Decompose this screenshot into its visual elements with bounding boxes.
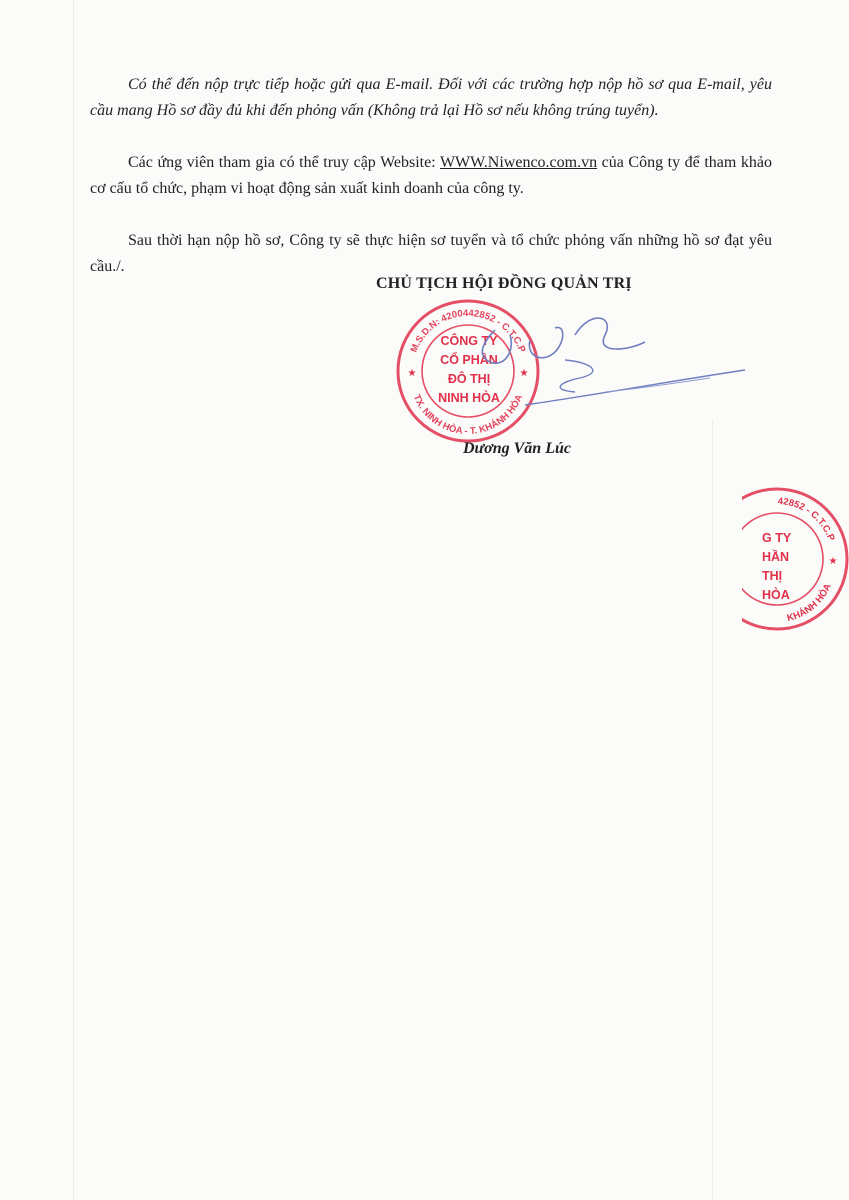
signatory-title: CHỦ TỊCH HỘI ĐỒNG QUẢN TRỊ bbox=[376, 275, 632, 292]
paragraph-submission-method bbox=[90, 72, 772, 124]
partial-stamp-line-1: G TY bbox=[762, 531, 792, 545]
website-text-after: của Công ty để tham khảo cơ cấu tổ chức, phạm vi hoạt động sản xuất kinh doanh của công ty. bbox=[90, 154, 773, 197]
partial-stamp-ring-bottom: KHÁNH HÒA bbox=[785, 582, 834, 624]
partial-stamp-line-4: HÒA bbox=[762, 588, 790, 602]
paragraph-website bbox=[90, 150, 772, 202]
svg-text:★: ★ bbox=[828, 556, 838, 567]
website-link[interactable]: WWW.Niwenco.com.vn bbox=[439, 154, 598, 171]
partial-company-stamp bbox=[742, 484, 849, 634]
paragraph-screening bbox=[90, 228, 772, 280]
partial-stamp-ring-top: 42852 - C.T.C.P bbox=[777, 495, 837, 543]
stamp-line-3: ĐÔ THỊ bbox=[447, 372, 491, 386]
stamp-line-2: CỔ PHẦN bbox=[440, 353, 498, 367]
website-text-before: Các ứng viên tham gia có thể truy cập Website: bbox=[128, 154, 440, 171]
stamp-line-4: NINH HÒA bbox=[438, 391, 500, 405]
partial-stamp-line-3: THỊ bbox=[762, 569, 783, 583]
paragraph-submission-text: Có thể đến nộp trực tiếp hoặc gửi qua E-mail. Đối với các trường hợp nộp hồ sơ qua E-mail, yêu cầu mang Hồ sơ đầy đủ khi đến phỏng vấn (Không trả lại Hồ sơ nếu không trúng tuyển). bbox=[90, 76, 772, 119]
handwritten-signature bbox=[455, 300, 755, 430]
partial-stamp-line-2: HẦN bbox=[762, 550, 790, 564]
scan-artifact-left bbox=[73, 0, 74, 1200]
paragraph-screening-text: Sau thời hạn nộp hồ sơ, Công ty sẽ thực hiện sơ tuyển và tổ chức phỏng vấn những hồ sơ đạt yêu cầu./. bbox=[90, 232, 772, 275]
signer-name: Dương Văn Lúc bbox=[463, 440, 571, 457]
stamp-star-left: ★ bbox=[407, 368, 417, 379]
stamp-ring-bottom: TX. NINH HÒA - T. KHÁNH HÒA bbox=[410, 392, 526, 438]
stamp-ring-top: M.S.D.N: 4200442852 - C.T.C.P bbox=[408, 307, 528, 355]
stamp-star-right: ★ bbox=[519, 368, 529, 379]
scan-artifact-right bbox=[712, 420, 713, 1200]
stamp-line-1: CÔNG TY bbox=[440, 334, 498, 348]
